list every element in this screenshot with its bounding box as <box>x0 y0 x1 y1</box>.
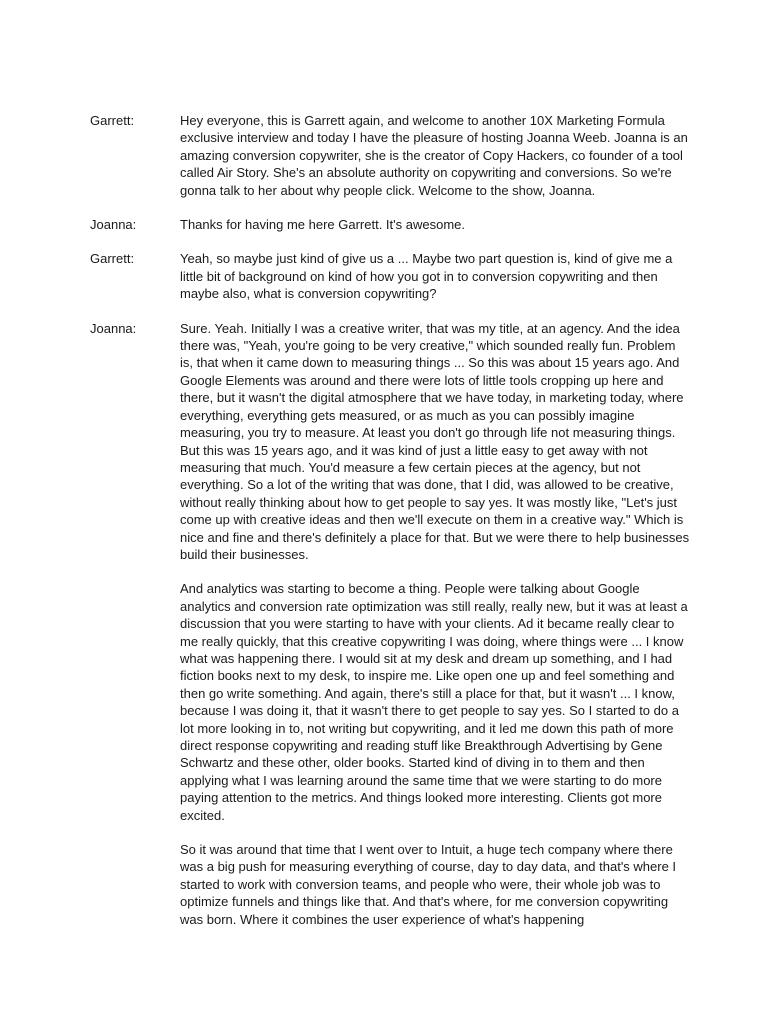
paragraph: Sure. Yeah. Initially I was a creative writer, that was my title, at an agency. And the idea there was, "Yeah, you're going to be very creative," which sounded really fun. Problem is, that when it came down to measuring things ... So this was about 15 years ago. And Google Elements was around and there were lots of little tools cropping up here and there, but it wasn't the digital atmosphere that we have today, in marketing today, where everything, everything gets measured, or as much as you can possibly imagine measuring, you try to measure. At least you don't go through life not measuring things. But this was 15 years ago, and it was kind of just a little easy to get away with not measuring that much. You'd measure a few certain pieces at the agency, but not everything. So a lot of the writing that was done, that I did, was allowed to be creative, without really thinking about how to get people to say yes. It was mostly like, "Let's just come up with creative ideas and then we'll execute on them in a creative way." Which is nice and fine and there's definitely a place for that. But we were there to help businesses build their businesses. <box>180 320 690 562</box>
speaker-label: Joanna: <box>90 217 137 233</box>
interview-transcript <box>90 112 690 945</box>
turn-content <box>180 216 690 233</box>
turn-content <box>180 112 690 199</box>
paragraph: Thanks for having me here Garrett. It's awesome. <box>180 217 465 233</box>
transcript-turn <box>90 216 690 233</box>
turn-content <box>180 250 690 302</box>
paragraph: So it was around that time that I went over to Intuit, a huge tech company where there was a big push for measuring everything of course, day to day data, and that's where I started to work with conversion teams, and people who were, their whole job was to optimize funnels and things like that. And that's where, for me conversion copywriting was born. Where it combines the user experience of what's happening <box>180 842 677 927</box>
turn-content <box>180 320 690 928</box>
paragraph: Yeah, so maybe just kind of give us a ... Maybe two part question is, kind of give me a little bit of background on kind of how you got in to conversion copywriting and then maybe also, what is conversion copywriting? <box>180 251 673 302</box>
speaker-label: Garrett: <box>90 251 135 267</box>
transcript-turn <box>90 250 690 302</box>
paragraph: Hey everyone, this is Garrett again, and welcome to another 10X Marketing Formula exclusive interview and today I have the pleasure of hosting Joanna Weeb. Joanna is an amazing conversion copywriter, she is the creator of Copy Hackers, co founder of a tool called Air Story. She's an absolute authority on copywriting and conversions. So we're gonna talk to her about why people click. Welcome to the show, Joanna. <box>180 113 688 198</box>
transcript-turn <box>90 112 690 199</box>
speaker-label: Joanna: <box>90 320 137 336</box>
transcript-turn <box>90 320 690 928</box>
speaker-label: Garrett: <box>90 113 135 128</box>
paragraph: And analytics was starting to become a thing. People were talking about Google analytics and conversion rate optimization was still really, really new, but it was at least a discussion that you were starting to have with your clients. Ad it became really clear to me really quickly, that this creative copywriting I was doing, where things were ... I know what was happening there. I would sit at my desk and dream up something, and I had fiction books next to my desk, to inspire me. Like open one up and feel something and then go write something. And again, there's still a place for that, but it wasn't ... I know, because I was doing it, that it wasn't there to get people to say yes. So I started to do a lot more looking in to, not writing but copywriting, and it led me down this path of more direct response copywriting and reading stuff like Breakthrough Advertising by Gene Schwartz and these other, older books. Started kind of diving in to them and then applying what I was learning around the same time that we were starting to do more paying attention to the metrics. And things looked more interesting. Clients got more excited. <box>180 581 688 823</box>
